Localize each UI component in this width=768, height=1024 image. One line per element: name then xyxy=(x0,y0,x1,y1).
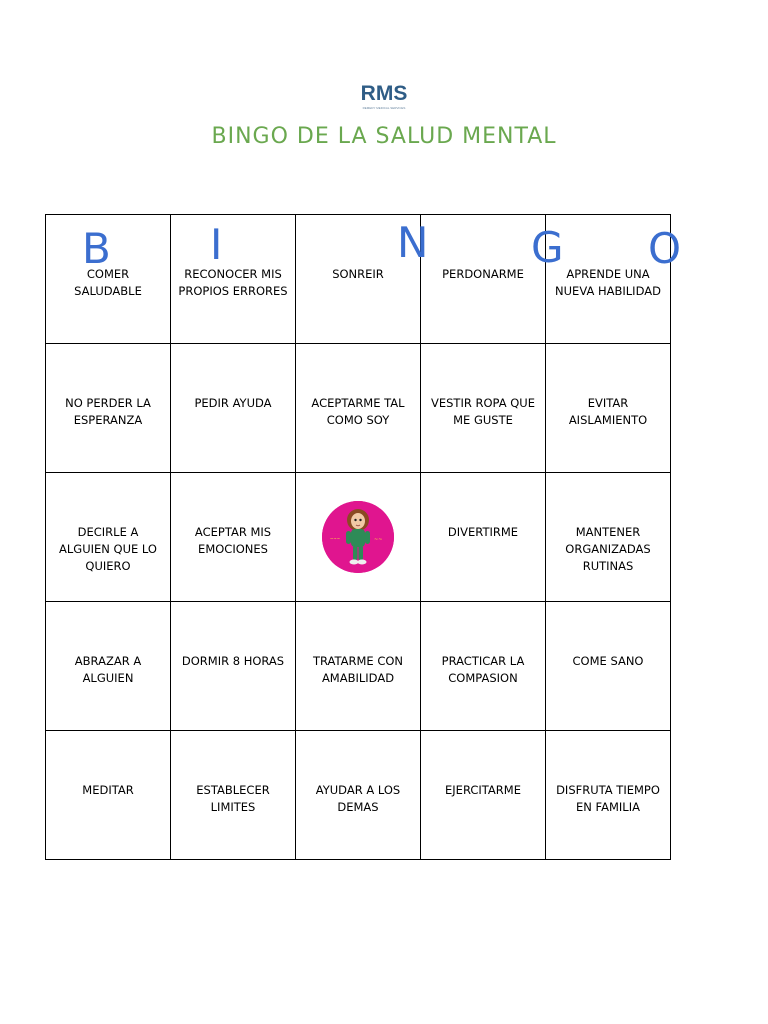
grid-cell xyxy=(171,731,296,860)
bingo-grid xyxy=(45,214,671,860)
cell-text: ESTABLECER LIMITES xyxy=(196,783,270,814)
svg-text:~~~: ~~~ xyxy=(330,536,341,541)
cell-text: AYUDAR A LOS DEMAS xyxy=(315,783,401,814)
bingo-letter-g: G xyxy=(531,223,564,272)
grid-cell xyxy=(546,473,671,602)
bingo-letter-i: I xyxy=(210,220,223,269)
grid-row xyxy=(46,731,671,860)
grid-cell xyxy=(546,731,671,860)
grid-cell xyxy=(171,344,296,473)
doll-character-icon xyxy=(322,501,394,573)
cell-text: MANTENER ORGANIZADAS RUTINAS xyxy=(565,525,651,573)
grid-cell xyxy=(171,215,296,344)
cell-text: PRACTICAR LA COMPASION xyxy=(441,654,525,685)
grid-cell xyxy=(546,602,671,731)
cell-text: SONREIR xyxy=(332,267,384,281)
free-space-cell xyxy=(296,473,421,602)
cell-text: DIVERTIRME xyxy=(447,525,519,539)
grid-row xyxy=(46,215,671,344)
grid-cell xyxy=(546,344,671,473)
cell-text: EVITAR AISLAMIENTO xyxy=(568,396,648,427)
cell-text: ABRAZAR A ALGUIEN xyxy=(74,654,142,685)
cell-text: RECONOCER MIS PROPIOS ERRORES xyxy=(178,267,288,298)
grid-row xyxy=(46,473,671,602)
logo-subtext: REMEDY MEDICAL SERVICES xyxy=(362,106,406,110)
grid-cell xyxy=(46,731,171,860)
bingo-letter-b: B xyxy=(82,224,111,273)
bingo-letter-n: N xyxy=(397,218,429,267)
cell-text: EJERCITARME xyxy=(445,783,521,797)
cell-text: COMER SALUDABLE xyxy=(74,267,142,298)
grid-cell xyxy=(296,602,421,731)
grid-cell xyxy=(46,473,171,602)
grid-cell xyxy=(421,731,546,860)
grid-cell xyxy=(171,473,296,602)
svg-text:~~: ~~ xyxy=(374,537,383,543)
grid-cell xyxy=(421,344,546,473)
grid-cell xyxy=(46,344,171,473)
grid-cell xyxy=(421,473,546,602)
bingo-letter-o: O xyxy=(648,224,682,273)
grid-row xyxy=(46,602,671,731)
grid-row xyxy=(46,344,671,473)
cell-text: DORMIR 8 HORAS xyxy=(181,654,285,668)
cell-text: APRENDE UNA NUEVA HABILIDAD xyxy=(555,267,661,298)
cell-text: VESTIR ROPA QUE ME GUSTE xyxy=(431,396,535,427)
grid-cell xyxy=(171,602,296,731)
cell-text: ACEPTARME TAL COMO SOY xyxy=(311,396,405,427)
grid-cell xyxy=(421,215,546,344)
grid-cell xyxy=(421,602,546,731)
page-title: BINGO DE LA SALUD MENTAL xyxy=(211,124,557,149)
cell-text: DECIRLE A ALGUIEN QUE LO QUIERO xyxy=(59,525,157,573)
grid-cell xyxy=(46,602,171,731)
grid-cell xyxy=(296,344,421,473)
logo-text: RMS xyxy=(360,82,408,105)
cell-text: DISFRUTA TIEMPO EN FAMILIA xyxy=(556,783,660,814)
cell-text: NO PERDER LA ESPERANZA xyxy=(65,396,151,427)
cell-text: COME SANO xyxy=(572,654,644,668)
cell-text: PERDONARME xyxy=(442,267,524,281)
cell-text: TRATARME CON AMABILIDAD xyxy=(312,654,404,685)
rms-logo xyxy=(359,83,409,111)
cell-text: MEDITAR xyxy=(82,783,134,797)
grid-cell xyxy=(296,731,421,860)
cell-text: ACEPTAR MIS EMOCIONES xyxy=(194,525,272,556)
cell-text: PEDIR AYUDA xyxy=(194,396,272,410)
